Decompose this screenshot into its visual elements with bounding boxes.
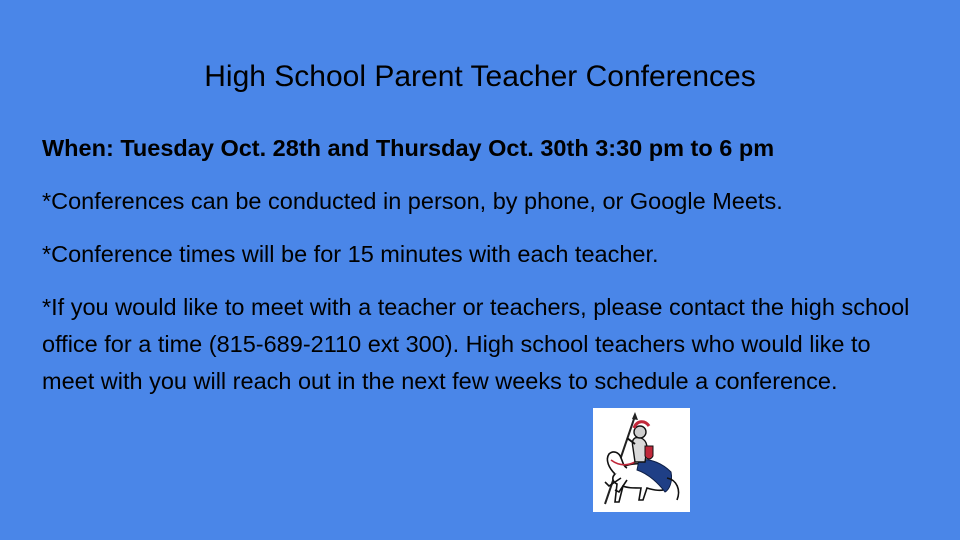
when-line: When: Tuesday Oct. 28th and Thursday Oct. 30th 3:30 pm to 6 pm: [42, 135, 775, 161]
knight-on-horse-mascot-icon: [593, 408, 690, 512]
slide-body: [42, 130, 922, 416]
bullet-contact: *If you would like to meet with a teacher or teachers, please contact the high school office for a time (815-689-2110 ext 300). High school teachers who would like to meet with you will reach out in the next few weeks to schedule a conference.: [42, 294, 910, 394]
slide-title: High School Parent Teacher Conferences: [204, 60, 756, 93]
bullet-duration: *Conference times will be for 15 minutes with each teacher.: [42, 241, 659, 267]
bullet-formats: *Conferences can be conducted in person, by phone, or Google Meets.: [42, 188, 783, 214]
